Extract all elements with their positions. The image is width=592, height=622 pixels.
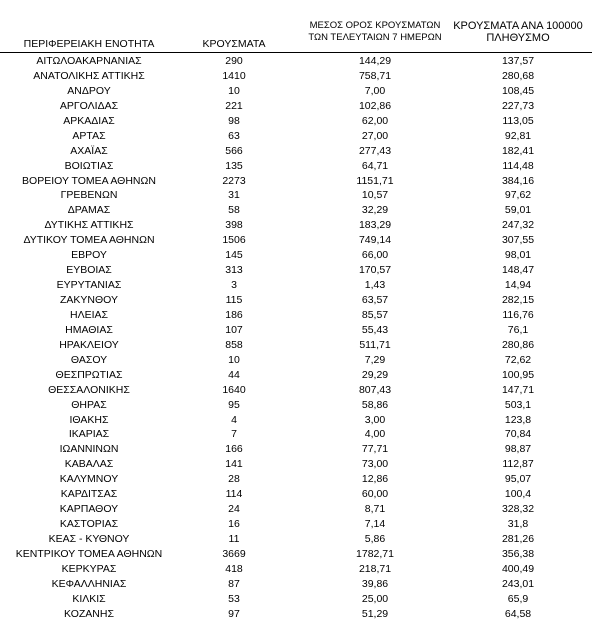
cell-per100k: 243,01 xyxy=(501,577,535,590)
cell-region: ΘΗΡΑΣ xyxy=(71,398,107,411)
cell-cases: 1410 xyxy=(222,69,246,82)
cell-region: ΙΚΑΡΙΑΣ xyxy=(68,428,110,441)
cell-cases: 135 xyxy=(225,159,243,172)
cell-avg7: 511,71 xyxy=(359,338,391,351)
cell-region: ΚΑΣΤΟΡΙΑΣ xyxy=(59,518,119,531)
cell-per100k: 503,1 xyxy=(504,398,532,411)
cell-cases: 87 xyxy=(228,577,240,590)
cell-cases: 3669 xyxy=(222,547,246,560)
header-underline xyxy=(0,52,592,53)
cell-region: ΗΡΑΚΛΕΙΟΥ xyxy=(59,338,119,351)
cell-per100k: 100,95 xyxy=(501,368,535,381)
cell-per100k: 14,94 xyxy=(504,279,532,292)
table-row xyxy=(0,413,592,428)
cell-avg7: 3,00 xyxy=(364,413,386,426)
cell-cases: 44 xyxy=(228,368,240,381)
cell-per100k: 65,9 xyxy=(507,592,529,605)
cell-per100k: 112,87 xyxy=(502,458,534,471)
cell-avg7: 73,00 xyxy=(361,458,389,471)
cell-per100k: 123,8 xyxy=(504,413,532,426)
cell-cases: 3 xyxy=(231,279,237,292)
cell-region: ΕΥΒΟΙΑΣ xyxy=(66,264,112,277)
cell-avg7: 144,29 xyxy=(358,55,392,67)
cell-per100k: 95,07 xyxy=(504,473,532,486)
cell-avg7: 66,00 xyxy=(361,249,389,262)
cell-cases: 114 xyxy=(225,488,243,501)
cell-region: ΑΡΤΑΣ xyxy=(72,129,106,142)
cell-avg7: 170,57 xyxy=(358,264,392,277)
cell-cases: 858 xyxy=(225,338,243,351)
cell-region: ΔΥΤΙΚΟΥ ΤΟΜΕΑ ΑΘΗΝΩΝ xyxy=(23,234,155,247)
table-row xyxy=(0,99,592,114)
cell-region: ΕΥΡΥΤΑΝΙΑΣ xyxy=(56,279,122,292)
table-row xyxy=(0,293,592,308)
cell-avg7: 10,57 xyxy=(361,189,389,202)
table-row xyxy=(0,592,592,607)
cell-avg7: 1151,71 xyxy=(356,174,394,187)
cell-region: ΑΝΑΤΟΛΙΚΗΣ ΑΤΤΙΚΗΣ xyxy=(33,69,145,82)
cell-avg7: 5,86 xyxy=(364,533,386,545)
cell-cases: 2273 xyxy=(222,174,246,187)
cell-per100k: 108,45 xyxy=(501,84,535,97)
cell-region: ΑΝΔΡΟΥ xyxy=(67,84,111,97)
table-row xyxy=(0,442,592,457)
cell-region: ΚΕΦΑΛΛΗΝΙΑΣ xyxy=(51,577,127,590)
cell-per100k: 227,73 xyxy=(501,99,535,112)
table-row xyxy=(0,159,592,174)
cell-avg7: 29,29 xyxy=(361,368,389,381)
table-row xyxy=(0,84,592,99)
cell-cases: 418 xyxy=(225,562,243,575)
cell-per100k: 98,01 xyxy=(504,249,532,262)
cell-cases: 221 xyxy=(225,99,243,112)
header-avg7-line2: ΤΩΝ ΤΕΛΕΥΤΑΙΩΝ 7 ΗΜΕΡΩΝ xyxy=(308,32,442,43)
table-row xyxy=(0,427,592,442)
cell-per100k: 247,32 xyxy=(501,219,535,232)
cell-avg7: 758,71 xyxy=(358,69,392,82)
cell-avg7: 7,14 xyxy=(364,518,386,531)
cell-cases: 63 xyxy=(228,129,240,142)
cell-avg7: 58,86 xyxy=(361,398,389,411)
cell-region: ΙΩΑΝΝΙΝΩΝ xyxy=(59,443,119,456)
cell-per100k: 64,58 xyxy=(504,607,532,620)
table-body xyxy=(0,54,592,622)
cell-per100k: 280,68 xyxy=(501,69,535,82)
cell-cases: 95 xyxy=(228,398,240,411)
cell-per100k: 356,38 xyxy=(501,547,535,560)
cell-per100k: 72,62 xyxy=(504,353,532,366)
cell-per100k: 31,8 xyxy=(507,518,529,531)
cell-cases: 145 xyxy=(225,249,243,262)
header-avg7 xyxy=(300,20,450,44)
cell-region: ΗΛΕΙΑΣ xyxy=(69,308,108,321)
cell-cases: 1506 xyxy=(222,234,246,247)
table-row xyxy=(0,308,592,323)
cell-region: ΔΡΑΜΑΣ xyxy=(67,204,111,217)
cell-cases: 313 xyxy=(225,264,243,277)
cell-avg7: 277,43 xyxy=(358,144,392,157)
cell-region: ΚΕΑΣ - ΚΥΘΝΟΥ xyxy=(48,533,130,545)
header-per100k-line2: ΠΛΗΘΥΣΜΟ xyxy=(486,32,550,44)
cell-region: ΑΧΑΪΑΣ xyxy=(70,144,108,157)
cell-cases: 10 xyxy=(228,353,240,366)
cell-region: ΑΙΤΩΛΟΑΚΑΡΝΑΝΙΑΣ xyxy=(36,55,142,67)
cell-region: ΔΥΤΙΚΗΣ ΑΤΤΙΚΗΣ xyxy=(44,219,134,232)
header-avg7-line1: ΜΕΣΟΣ ΟΡΟΣ ΚΡΟΥΣΜΑΤΩΝ xyxy=(309,20,441,31)
cell-cases: 398 xyxy=(225,219,243,232)
cell-avg7: 85,57 xyxy=(361,308,389,321)
cell-region: ΒΟΙΩΤΙΑΣ xyxy=(64,159,114,172)
cell-cases: 53 xyxy=(228,592,240,605)
table-row xyxy=(0,218,592,233)
cell-avg7: 62,00 xyxy=(361,114,389,127)
cell-per100k: 114,48 xyxy=(502,159,534,172)
table-row xyxy=(0,338,592,353)
cell-region: ΖΑΚΥΝΘΟΥ xyxy=(59,294,118,306)
cell-cases: 290 xyxy=(225,55,243,67)
table-row xyxy=(0,562,592,577)
cell-avg7: 27,00 xyxy=(361,129,389,142)
cell-region: ΕΒΡΟΥ xyxy=(71,249,107,262)
cell-cases: 566 xyxy=(225,144,243,157)
table-row xyxy=(0,517,592,532)
table-row xyxy=(0,233,592,248)
cell-per100k: 148,47 xyxy=(501,264,535,277)
cell-region: ΓΡΕΒΕΝΩΝ xyxy=(60,189,118,202)
cell-avg7: 25,00 xyxy=(361,592,389,605)
cell-cases: 4 xyxy=(231,413,237,426)
table-row xyxy=(0,188,592,203)
table-row xyxy=(0,577,592,592)
cell-cases: 98 xyxy=(228,114,240,127)
cell-per100k: 182,41 xyxy=(501,144,535,157)
cell-per100k: 281,26 xyxy=(501,533,535,545)
header-region: ΠΕΡΙΦΕΡΕΙΑΚΗ ΕΝΟΤΗΤΑ xyxy=(23,38,155,50)
table-row xyxy=(0,368,592,383)
cell-per100k: 147,71 xyxy=(501,383,535,396)
cell-avg7: 77,71 xyxy=(361,443,389,456)
table-row xyxy=(0,547,592,562)
table-row xyxy=(0,144,592,159)
cell-per100k: 282,15 xyxy=(501,294,535,306)
cell-cases: 1640 xyxy=(222,383,246,396)
cell-avg7: 64,71 xyxy=(361,159,389,172)
cell-per100k: 59,01 xyxy=(504,204,532,217)
cell-avg7: 807,43 xyxy=(358,383,392,396)
cell-per100k: 400,49 xyxy=(501,562,535,575)
cell-cases: 115 xyxy=(225,294,243,306)
table-row xyxy=(0,532,592,547)
cell-avg7: 32,29 xyxy=(361,204,389,217)
cell-per100k: 76,1 xyxy=(507,323,529,336)
table-row xyxy=(0,248,592,263)
cell-cases: 28 xyxy=(228,473,240,486)
table-row xyxy=(0,263,592,278)
cell-avg7: 12,86 xyxy=(361,473,389,486)
cell-cases: 97 xyxy=(228,607,240,620)
cell-avg7: 51,29 xyxy=(361,607,389,620)
header-per100k-line1: ΚΡΟΥΣΜΑΤΑ ΑΝΑ 100000 xyxy=(453,20,583,32)
cell-avg7: 7,00 xyxy=(364,84,386,97)
cell-avg7: 7,29 xyxy=(364,353,386,366)
cell-region: ΚΟΖΑΝΗΣ xyxy=(64,607,114,620)
cell-region: ΚΕΝΤΡΙΚΟΥ ΤΟΜΕΑ ΑΘΗΝΩΝ xyxy=(15,547,163,560)
table-row xyxy=(0,353,592,368)
header-cases: ΚΡΟΥΣΜΑΤΑ xyxy=(202,38,266,50)
cell-per100k: 98,87 xyxy=(504,443,532,456)
table-row xyxy=(0,607,592,622)
cell-avg7: 218,71 xyxy=(358,562,392,575)
table-row xyxy=(0,502,592,517)
cell-per100k: 70,84 xyxy=(504,428,532,441)
cell-per100k: 97,62 xyxy=(504,189,532,202)
cell-avg7: 60,00 xyxy=(361,488,389,501)
cell-per100k: 328,32 xyxy=(501,503,535,516)
cell-per100k: 280,86 xyxy=(501,338,535,351)
cell-region: ΒΟΡΕΙΟΥ ΤΟΜΕΑ ΑΘΗΝΩΝ xyxy=(22,174,156,187)
cell-region: ΚΑΛΥΜΝΟΥ xyxy=(59,473,119,486)
table-row xyxy=(0,114,592,129)
cell-cases: 31 xyxy=(228,189,240,202)
cell-per100k: 113,05 xyxy=(502,114,534,127)
cell-cases: 16 xyxy=(228,518,240,531)
cell-region: ΘΕΣΣΑΛΟΝΙΚΗΣ xyxy=(48,383,130,396)
table-row xyxy=(0,54,592,69)
cell-avg7: 55,43 xyxy=(361,323,389,336)
cell-avg7: 63,57 xyxy=(361,294,389,306)
table-row xyxy=(0,203,592,218)
cell-per100k: 116,76 xyxy=(502,308,534,321)
cell-per100k: 100,4 xyxy=(504,488,532,501)
cell-avg7: 1,43 xyxy=(364,279,386,292)
table-row xyxy=(0,383,592,398)
cell-per100k: 92,81 xyxy=(504,129,532,142)
cell-cases: 11 xyxy=(228,533,240,545)
cell-region: ΘΕΣΠΡΩΤΙΑΣ xyxy=(55,368,123,381)
cell-avg7: 749,14 xyxy=(358,234,392,247)
cell-avg7: 8,71 xyxy=(364,503,386,516)
cell-cases: 186 xyxy=(225,308,243,321)
cell-per100k: 307,55 xyxy=(501,234,535,247)
table-row xyxy=(0,278,592,293)
cell-region: ΚΙΛΚΙΣ xyxy=(72,592,106,605)
table-row xyxy=(0,457,592,472)
cell-avg7: 1782,71 xyxy=(356,547,394,560)
cell-cases: 166 xyxy=(225,443,243,456)
cell-region: ΚΑΒΑΛΑΣ xyxy=(64,458,114,471)
cell-per100k: 384,16 xyxy=(501,174,535,187)
cell-cases: 7 xyxy=(231,428,237,441)
cell-per100k: 137,57 xyxy=(501,55,535,67)
cell-cases: 24 xyxy=(228,503,240,516)
cell-region: ΘΑΣΟΥ xyxy=(70,353,108,366)
cell-region: ΙΘΑΚΗΣ xyxy=(69,413,109,426)
cell-region: ΑΡΚΑΔΙΑΣ xyxy=(63,114,115,127)
table-row xyxy=(0,129,592,144)
cell-cases: 107 xyxy=(225,323,243,336)
cell-avg7: 4,00 xyxy=(364,428,386,441)
table-row xyxy=(0,487,592,502)
cell-region: ΚΑΡΔΙΤΣΑΣ xyxy=(60,488,118,501)
table-row xyxy=(0,398,592,413)
cell-avg7: 39,86 xyxy=(361,577,389,590)
cell-cases: 141 xyxy=(225,458,243,471)
table-row xyxy=(0,174,592,189)
header-per100k xyxy=(448,20,588,44)
cell-avg7: 183,29 xyxy=(358,219,392,232)
cell-region: ΗΜΑΘΙΑΣ xyxy=(65,323,113,336)
cell-region: ΑΡΓΟΛΙΔΑΣ xyxy=(59,99,119,112)
cell-region: ΚΑΡΠΑΘΟΥ xyxy=(59,503,119,516)
table-row xyxy=(0,472,592,487)
cell-region: ΚΕΡΚΥΡΑΣ xyxy=(61,562,117,575)
table-row xyxy=(0,323,592,338)
cell-avg7: 102,86 xyxy=(358,99,392,112)
table-row xyxy=(0,69,592,84)
cell-cases: 58 xyxy=(228,204,240,217)
cell-cases: 10 xyxy=(228,84,240,97)
